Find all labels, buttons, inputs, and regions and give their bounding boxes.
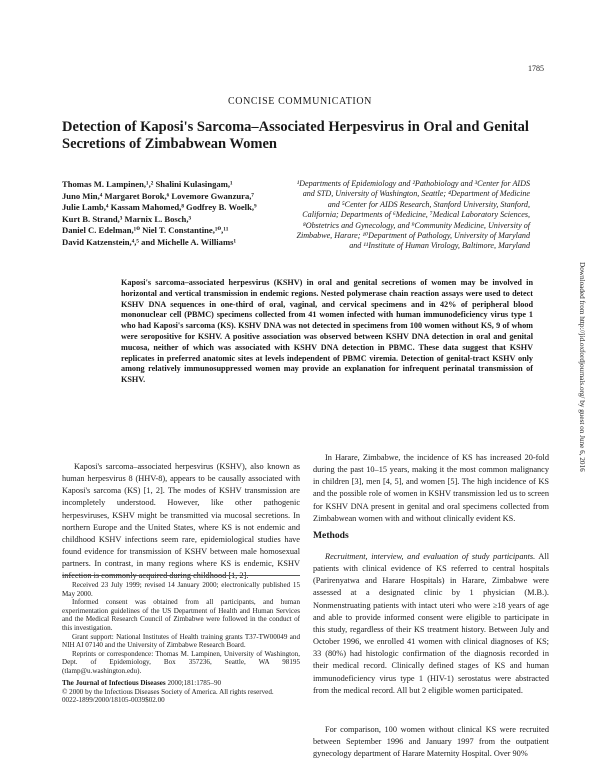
footnote-divider [62, 575, 300, 576]
journal-name: The Journal of Infectious Diseases [62, 679, 166, 687]
article-title: Detection of Kaposi's Sarcoma–Associated Herpesvirus in Oral and Genital Secretions of Zimbabwean Women [62, 119, 529, 152]
comparison-paragraph: For comparison, 100 women without clinical KS were recruited between September 1996 and January 1997 from the outpatient gynecology department of Harare Maternity Hospital. Over 90% [313, 725, 549, 759]
affiliations: ¹Departments of Epidemiology and ²Pathobiology and ³Center for AIDS and STD, University of Washington, Seattle; ⁴Department of Medicine and ⁵Center for AIDS Research, Stanford University, Stanford, California; Departments of ⁶Medicine, ⁷Medical Laboratory Sciences, ⁸Obstetrics and Gynecology, and ⁹Community Medicine, University of Zimbabwe, Harare; ¹⁰Department of Pathology, University of Maryland and ¹¹Institute of Human Virology, Baltimore, Maryland [296, 179, 530, 251]
methods-heading: Methods [313, 530, 349, 541]
author-line: Juno Min,⁴ Margaret Borok,⁶ Lovemore Gwanzura,⁷ [62, 190, 255, 201]
author-list [62, 179, 302, 249]
journal-line [62, 679, 302, 688]
author-line: Thomas M. Lampinen,¹,² Shalini Kulasingam,¹ [62, 179, 233, 189]
journal-citation: 2000;181:1785–90 [167, 679, 222, 687]
footnote-reprints: Reprints or correspondence: Thomas M. Lampinen, University of Washington, Dept. of Epidemiology, Box 357236, Seattle, WA 98195 (tlamp@u.washington.edu). [62, 649, 300, 675]
footnotes [62, 581, 300, 676]
intro-paragraph-2: In Harare, Zimbabwe, the incidence of KS has increased 20-fold during the past 10–15 years, making it the most common malignancy in children [3], men [4, 5], and women [5]. The high incidence of KS and the possible role of women in KSHV transmission led us to screen for KSHV DNA present in genital and oral specimens collected from Zimbabwean women with and without clinically evident KS. [313, 453, 549, 523]
methods-subheading: Recruitment, interview, and evaluation of study participants. [325, 552, 536, 561]
journal-info [62, 679, 302, 705]
methods-text: All patients with clinical evidence of KS referred to central hospitals (Parirenyatwa and Harare Hospitals) in Harare, Zimbabwe were assessed at a designated clinic by 1 physician (M.B.). Nonmenstruating patients with intact uteri who were ≥18 years of age and able to provide informed consent were eligible to participate in this study, regardless of their KS treatment history. Between July and October 1996, we enrolled 41 women with clinical diagnoses of KS; 33 (80%) had histologic confirmation of the diagnosis recorded in their medical record. Clinically defined stages of KS and human immunodeficiency virus type 1 (HIV-1) serostatus were abstracted from the medical record. All but 2 eligible women participated. [313, 552, 549, 695]
author-line: Julie Lamb,⁴ Kassam Mahomed,⁸ Godfrey B. Woelk,⁹ [62, 202, 257, 213]
copyright-line: © 2000 by the Infectious Diseases Society of America. All rights reserved. [62, 687, 274, 696]
download-watermark-text: Downloaded from http://jid.oxfordjournals.org/ by guest on June 6, 2016 [578, 262, 586, 472]
footnote-consent: Informed consent was obtained from all participants, and human experimentation guidelines of the US Department of Health and Human Services and the Medical Research Council of Zimbabwe were followed in the conduct of this investigation. [62, 598, 300, 632]
author-line: Kurt B. Strand,³ Marnix L. Bosch,³ [62, 213, 192, 224]
footnote-received: Received 23 July 1999; revised 14 January 2000; electronically published 15 May 2000. [62, 581, 300, 598]
issn-line: 0022-1899/2000/18105-0039$02.00 [62, 696, 165, 705]
page-number: 1785 [528, 64, 544, 73]
footnote-grant: Grant support: National Institutes of Health training grants T37-TW00049 and NIH AI 07140 and the University of Zimbabwe Research Board. [62, 632, 300, 650]
intro-paragraph: Kaposi's sarcoma–associated herpesvirus (KSHV), also known as human herpesvirus 8 (HHV-8), appears to be causally associated with Kaposi's sarcoma (KS) [1, 2]. The modes of KSHV transmission are incompletely understood. However, like other pathogenic herpesviruses, KSHV might be transmitted via mucosal secretions. In northern Europe and the United States, where KS is not endemic and childhood KSHV infections seem rare, epidemiological studies have found evidence for transmission of KSHV between male homosexual partners. In contrast, in many regions where KS is endemic, KSHV infection is commonly acquired during childhood [1, 2]. [62, 462, 300, 581]
author-line: Daniel C. Edelman,¹⁰ Niel T. Constantine,¹⁰,¹¹ [62, 225, 229, 236]
author-line: David Katzenstein,⁴,⁵ and Michelle A. Williams¹ [62, 236, 237, 247]
methods-paragraph [313, 551, 549, 697]
section-label: CONCISE COMMUNICATION [228, 96, 372, 107]
abstract: Kaposi's sarcoma–associated herpesvirus (KSHV) in oral and genital secretions of women may be involved in horizontal and vertical transmission in endemic regions. Nested polymerase chain reaction assays were used to detect KSHV DNA sequences in one-third of oral, vaginal, and cervical specimens and in 42% of peripheral blood mononuclear cell (PBMC) specimens collected from 41 women infected with human immunodeficiency virus type 1 who had Kaposi's sarcoma (KS). KSHV DNA was not detected in specimens from 100 women without KS, 9 of whom were seropositive for KSHV. A positive association was observed between KSHV DNA detection in oral and genital mucosa, neither of which was associated with KSHV DNA detection in PBMC. These data suggest that KSHV replicates in preferred anatomic sites at levels independent of PBMC viremia. Detection of genital-tract KSHV only among relatively immunosuppressed women may provide an explanation for infrequent perinatal transmission of KSHV. [121, 278, 533, 385]
